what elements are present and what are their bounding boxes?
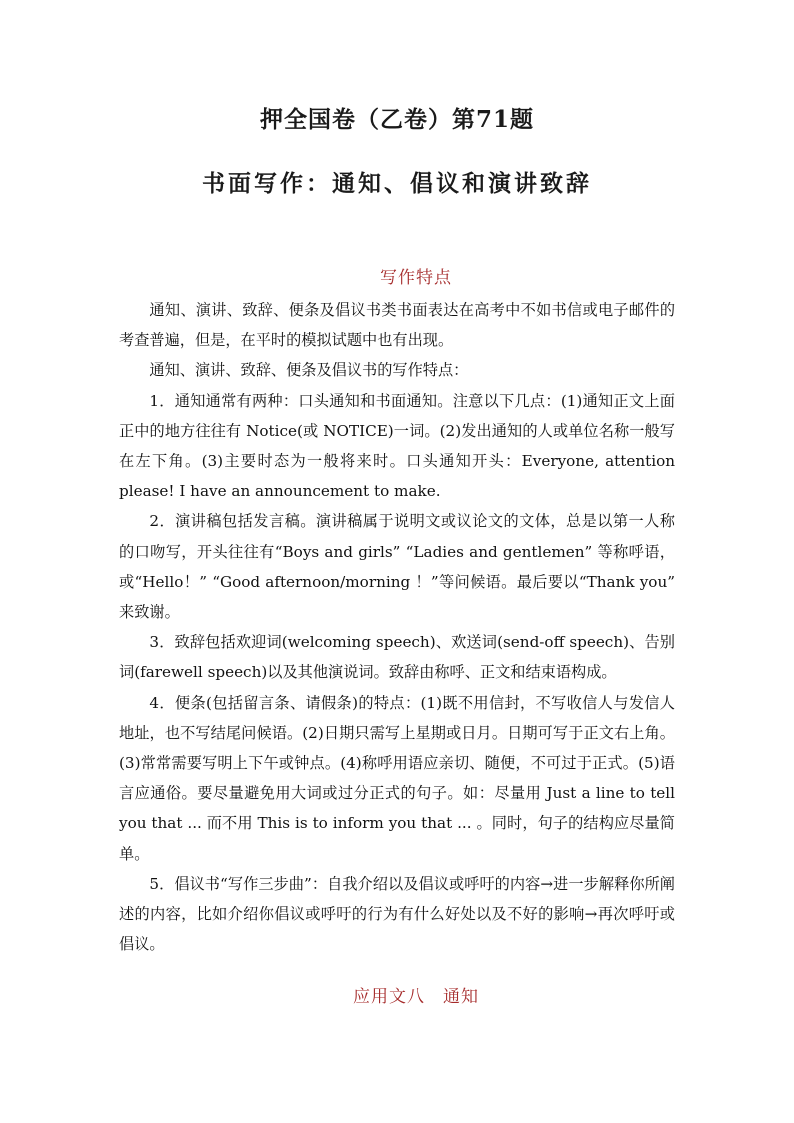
paragraph-features-lead: 通知、演讲、致辞、便条及倡议书的写作特点： (149, 361, 469, 380)
paragraph-address: 3．致辞包括欢迎词(welcoming speech)、欢送词(send-off speech)、告别词(farewell speech)以及其他演说词。致辞由称呼、正文和结束语构成。 (119, 633, 675, 682)
paragraph-speech: 2．演讲稿包括发言稿。演讲稿属于说明文或议论文的文体，总是以第一人称的口吻写，开头往往有“Boys and girls” “Ladies and gentlemen” 等称呼语，或“Hello！” “Good afternoon/morning ！”等问候语。最后要以“Thank you” 来致谢。 (119, 512, 675, 622)
paragraph-notice: 1．通知通常有两种：口头通知和书面通知。注意以下几点：(1)通知正文上面正中的地方往往有 Notice(或 NOTICE)一词。(2)发出通知的人或单位名称一般写在左下角。(3)主要时态为一般将来时。口头通知开头：Everyone, attention please! I have an announcement to make. (119, 391, 675, 501)
paragraph-intro: 通知、演讲、致辞、便条及倡议书类书面表达在高考中不如书信或电子邮件的考查普遍，但是，在平时的模拟试题中也有出现。 (119, 301, 675, 350)
section-heading-writing-features: 写作特点 (380, 268, 452, 288)
paragraph-note: 4．便条(包括留言条、请假条)的特点：(1)既不用信封，不写收信人与发信人地址，也不写结尾问候语。(2)日期只需写上星期或日月。日期可写于正文右上角。(3)常常需要写明上下午或钟点。(4)称呼用语应亲切、随便，不可过于正式。(5)语言应通俗。要尽量避免用大词或过分正式的句子。如：尽量用 Just a line to tell you that ... 而不用 This is to inform you that ... 。同时，句子的结构应尽量简单。 (119, 693, 675, 863)
body-text (119, 295, 675, 959)
section-heading-applied-writing: 应用文八 通知 (353, 987, 479, 1007)
document-subtitle: 书面写作：通知、倡议和演讲致辞 (202, 170, 592, 197)
document-title: 押全国卷（乙卷）第71题 (259, 106, 534, 133)
paragraph-proposal: 5．倡议书“写作三步曲”：自我介绍以及倡议或呼吁的内容→进一步解释你所阐述的内容，比如介绍你倡议或呼吁的行为有什么好处以及不好的影响→再次呼吁或倡议。 (119, 874, 675, 954)
